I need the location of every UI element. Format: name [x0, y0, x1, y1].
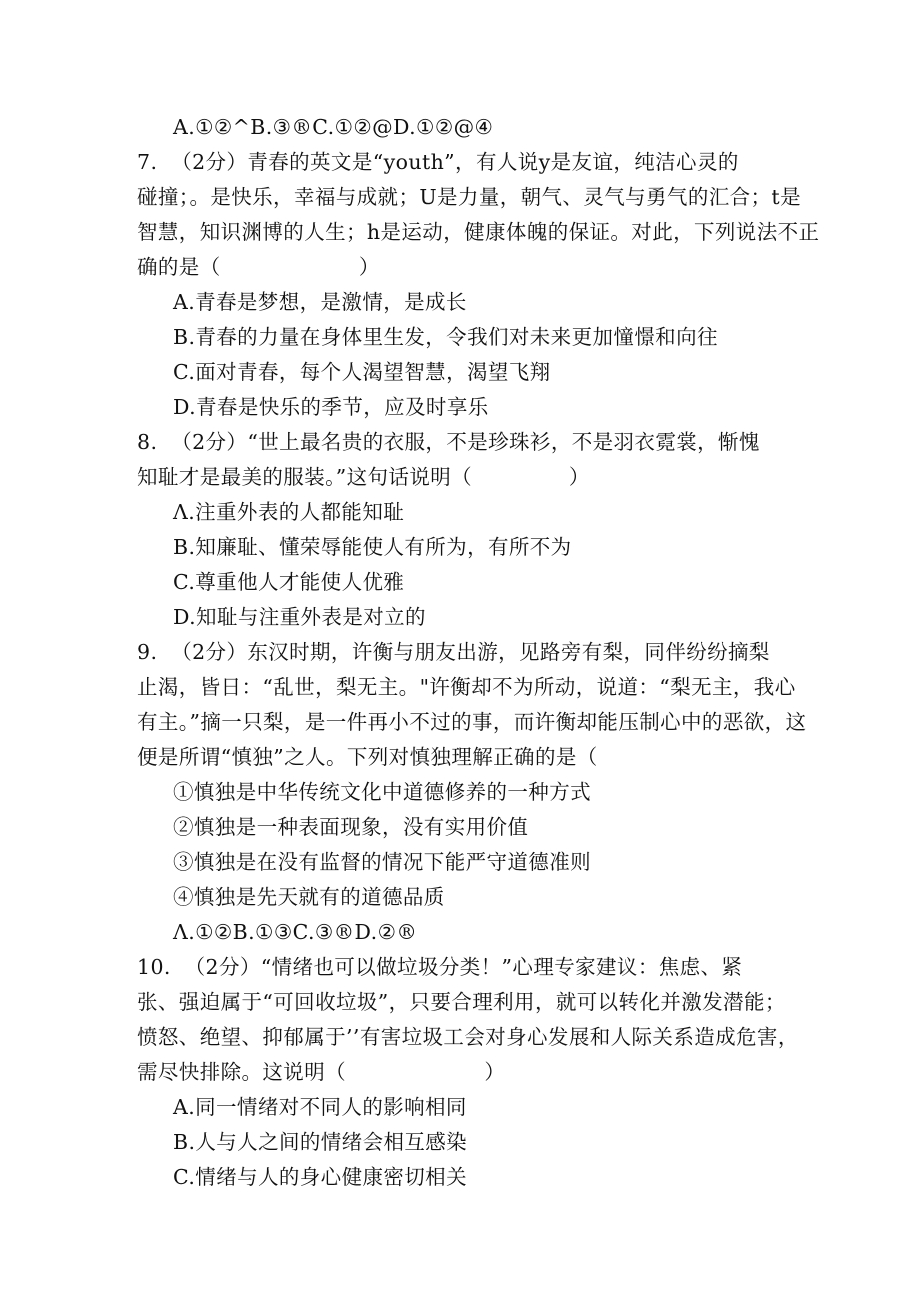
q7-stem-line-1: 7. （2分）青春的英文是“youth”，有人说y是友谊，纯洁心灵的 [137, 150, 739, 174]
q10-option-a: A.同一情绪对不同人的影响相同 [173, 1095, 467, 1119]
q7-stem-line-4: 确的是（ ） [137, 255, 380, 279]
q9-statement-1: ①慎独是中华传统文化中道德修养的一种方式 [173, 780, 591, 804]
q7-option-a: A.青春是梦想，是激情，是成长 [173, 290, 467, 314]
q8-option-a: Λ.注重外表的人都能知耻 [173, 500, 405, 524]
q7-option-d: D.青春是快乐的季节，应及时享乐 [173, 395, 489, 419]
q7-option-b: B.青春的力量在身体里生发，令我们对未来更加憧憬和向往 [173, 325, 718, 349]
q9-stem-line-3: 有主。”摘一只梨，是一件再小不过的事，而许衡却能压制心中的恶欲，这 [137, 710, 807, 734]
q10-option-c: C.情绪与人的身心健康密切相关 [173, 1165, 467, 1189]
q8-stem-line-1: 8. （2分）“世上最名贵的衣服，不是珍珠衫，不是羽衣霓裳，惭愧 [137, 430, 760, 454]
q10-stem-line-1: 10. （2分）“情绪也可以做垃圾分类！”心理专家建议：焦虑、紧 [137, 955, 743, 979]
q7-option-c: C.面对青春，每个人渴望智慧，渴望飞翔 [173, 360, 551, 384]
q8-option-b: B.知廉耻、懂荣辱能使人有所为，有所不为 [173, 535, 572, 559]
q8-stem-line-2: 知耻才是最美的服装。”这句话说明（ ） [137, 465, 590, 489]
q9-stem-line-4: 便是所谓“慎独”之人。下列对慎独理解正确的是（ [137, 745, 598, 769]
q10-stem-line-3: 愤怒、绝望、抑郁属于’’有害垃圾工会对身心发展和人际关系造成危害， [137, 1025, 799, 1049]
q6-options-line: A.①②^B.③®C.①②@D.①②@④ [173, 115, 494, 139]
q10-stem-line-4: 需尽快排除。这说明（ ） [137, 1060, 506, 1084]
q9-statement-4: ④慎独是先天就有的道德品质 [173, 885, 445, 909]
q9-options-line: Λ.①②B.①③C.③®D.②® [173, 920, 418, 944]
q9-statement-2: ②慎独是一种表面现象，没有实用价值 [173, 815, 529, 839]
q9-stem-line-2: 止渴，皆日：“乱世，梨无主。"许衡却不为所动，说道：“梨无主，我心 [137, 675, 796, 699]
q8-option-c: C.尊重他人才能使人优雅 [173, 570, 405, 594]
q9-statement-3: ③慎独是在没有监督的情况下能严守道德准则 [173, 850, 591, 874]
q8-option-d: D.知耻与注重外表是对立的 [173, 605, 426, 629]
q7-stem-line-2: 碰撞；。是快乐，幸福与成就；U是力量，朝气、灵气与勇气的汇合；t是 [137, 185, 801, 209]
q10-option-b: B.人与人之间的情绪会相互感染 [173, 1130, 468, 1154]
q9-stem-line-1: 9. （2分）东汉时期，许衡与朋友出游，见路旁有梨，同伴纷纷摘梨 [137, 640, 770, 664]
q10-stem-line-2: 张、强迫属于“可回收垃圾”，只要合理利用，就可以转化并激发潜能； [137, 990, 786, 1014]
q7-stem-line-3: 智慧，知识渊博的人生；h是运动，健康体魄的保证。对此，下列说法不正 [137, 220, 820, 244]
